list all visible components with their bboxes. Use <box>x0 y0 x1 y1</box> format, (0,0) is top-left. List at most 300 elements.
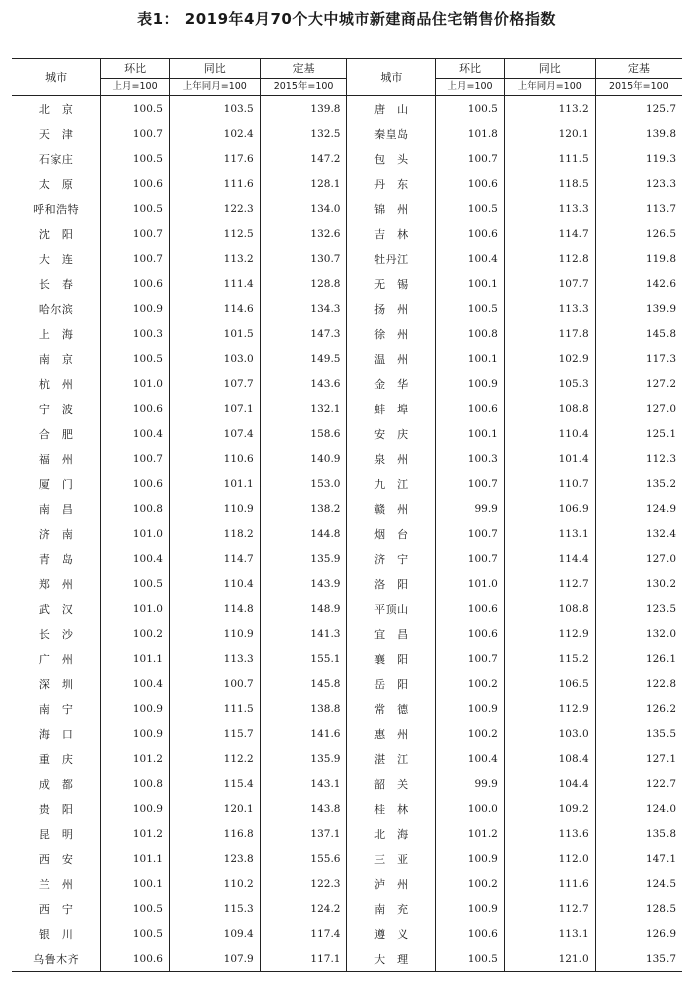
right-fixed-cell: 127.2 <box>595 371 682 396</box>
right-city-cell: 北 海 <box>347 821 436 846</box>
left-mom-cell: 100.5 <box>101 196 170 221</box>
left-fixed-cell: 143.6 <box>260 371 347 396</box>
left-yoy-cell: 113.3 <box>169 646 260 671</box>
left-city-cell: 海 口 <box>38 727 74 741</box>
right-mom-cell: 100.0 <box>436 796 505 821</box>
left-fixed-cell: 139.8 <box>260 96 347 122</box>
right-city-cell: 泉 州 <box>347 446 436 471</box>
right-fixed-cell: 122.8 <box>595 671 682 696</box>
table-header <box>12 59 682 96</box>
right-city-cell: 宜 昌 <box>347 621 436 646</box>
left-mom-cell: 100.9 <box>101 796 170 821</box>
left-yoy-cell: 107.4 <box>169 421 260 446</box>
left-fixed-cell: 138.8 <box>260 696 347 721</box>
header-mom-right: 环比 <box>436 59 505 79</box>
left-fixed-cell: 132.5 <box>260 121 347 146</box>
left-mom-cell: 100.2 <box>101 621 170 646</box>
left-mom-cell: 100.6 <box>101 171 170 196</box>
table-row <box>12 321 682 346</box>
header-yoy-base-left: 上年同月=100 <box>169 79 260 96</box>
table-row <box>12 471 682 496</box>
left-city-cell: 合 肥 <box>38 427 74 441</box>
right-city-cell: 烟 台 <box>347 521 436 546</box>
header-yoy-right: 同比 <box>504 59 595 79</box>
left-city-cell: 西 安 <box>38 852 74 866</box>
header-city-left: 城市 <box>12 59 101 96</box>
right-fixed-cell: 126.9 <box>595 921 682 946</box>
right-yoy-cell: 108.8 <box>504 596 595 621</box>
left-fixed-cell: 143.8 <box>260 796 347 821</box>
header-fixed-left: 定基 <box>260 59 347 79</box>
left-city-cell: 杭 州 <box>38 377 74 391</box>
left-yoy-cell: 114.8 <box>169 596 260 621</box>
right-mom-cell: 100.1 <box>436 346 505 371</box>
table-row <box>12 146 682 171</box>
right-mom-cell: 100.3 <box>436 446 505 471</box>
right-city-cell: 丹 东 <box>347 171 436 196</box>
right-city-cell: 洛 阳 <box>347 571 436 596</box>
right-mom-cell: 100.2 <box>436 671 505 696</box>
right-fixed-cell: 126.1 <box>595 646 682 671</box>
right-city-cell: 南 充 <box>347 896 436 921</box>
right-mom-cell: 100.8 <box>436 321 505 346</box>
table-row <box>12 796 682 821</box>
left-city-cell: 太 原 <box>38 177 74 191</box>
left-mom-cell: 100.5 <box>101 96 170 122</box>
table-row <box>12 371 682 396</box>
right-mom-cell: 100.7 <box>436 546 505 571</box>
table-row <box>12 421 682 446</box>
table-row <box>12 846 682 871</box>
right-yoy-cell: 115.2 <box>504 646 595 671</box>
left-mom-cell: 100.4 <box>101 546 170 571</box>
left-yoy-cell: 117.6 <box>169 146 260 171</box>
right-city-cell: 徐 州 <box>347 321 436 346</box>
left-city-cell: 昆 明 <box>38 827 74 841</box>
header-fixed-base-left: 2015年=100 <box>260 79 347 96</box>
left-city-cell: 大 连 <box>38 252 74 266</box>
table-row <box>12 621 682 646</box>
table-row <box>12 121 682 146</box>
left-mom-cell: 100.7 <box>101 221 170 246</box>
right-fixed-cell: 145.8 <box>595 321 682 346</box>
right-yoy-cell: 108.8 <box>504 396 595 421</box>
right-mom-cell: 100.6 <box>436 621 505 646</box>
right-city-cell: 遵 义 <box>347 921 436 946</box>
left-fixed-cell: 132.6 <box>260 221 347 246</box>
right-mom-cell: 100.6 <box>436 921 505 946</box>
left-yoy-cell: 123.8 <box>169 846 260 871</box>
left-yoy-cell: 113.2 <box>169 246 260 271</box>
left-yoy-cell: 107.9 <box>169 946 260 972</box>
right-mom-cell: 100.7 <box>436 471 505 496</box>
right-fixed-cell: 130.2 <box>595 571 682 596</box>
right-yoy-cell: 117.8 <box>504 321 595 346</box>
left-city-cell: 银 川 <box>38 927 74 941</box>
left-fixed-cell: 140.9 <box>260 446 347 471</box>
table-row <box>12 696 682 721</box>
left-yoy-cell: 111.4 <box>169 271 260 296</box>
left-mom-cell: 100.4 <box>101 671 170 696</box>
left-city-cell: 西 宁 <box>38 902 74 916</box>
left-yoy-cell: 110.4 <box>169 571 260 596</box>
left-mom-cell: 101.0 <box>101 521 170 546</box>
right-city-cell: 安 庆 <box>347 421 436 446</box>
left-fixed-cell: 147.3 <box>260 321 347 346</box>
right-city-cell: 济 宁 <box>347 546 436 571</box>
left-fixed-cell: 135.9 <box>260 546 347 571</box>
right-yoy-cell: 103.0 <box>504 721 595 746</box>
header-city-right: 城市 <box>347 59 436 96</box>
right-yoy-cell: 108.4 <box>504 746 595 771</box>
left-city-cell: 南 宁 <box>38 702 74 716</box>
table-row <box>12 721 682 746</box>
right-yoy-cell: 121.0 <box>504 946 595 972</box>
table-row <box>12 821 682 846</box>
right-fixed-cell: 119.8 <box>595 246 682 271</box>
left-yoy-cell: 110.6 <box>169 446 260 471</box>
left-fixed-cell: 143.9 <box>260 571 347 596</box>
price-index-table <box>12 58 682 972</box>
table-row <box>12 746 682 771</box>
left-yoy-cell: 103.5 <box>169 96 260 122</box>
left-fixed-cell: 153.0 <box>260 471 347 496</box>
table-body <box>12 96 682 972</box>
left-city-cell: 郑 州 <box>38 577 74 591</box>
table-row <box>12 496 682 521</box>
left-fixed-cell: 149.5 <box>260 346 347 371</box>
right-city-cell: 岳 阳 <box>347 671 436 696</box>
table-row <box>12 221 682 246</box>
left-city-cell: 重 庆 <box>38 752 74 766</box>
table-row <box>12 646 682 671</box>
right-mom-cell: 100.9 <box>436 846 505 871</box>
right-fixed-cell: 132.4 <box>595 521 682 546</box>
right-mom-cell: 100.7 <box>436 146 505 171</box>
header-fixed-base-right: 2015年=100 <box>595 79 682 96</box>
left-yoy-cell: 110.9 <box>169 621 260 646</box>
right-fixed-cell: 117.3 <box>595 346 682 371</box>
right-yoy-cell: 107.7 <box>504 271 595 296</box>
left-mom-cell: 100.9 <box>101 296 170 321</box>
left-mom-cell: 100.9 <box>101 696 170 721</box>
left-mom-cell: 100.3 <box>101 321 170 346</box>
right-yoy-cell: 112.7 <box>504 896 595 921</box>
left-fixed-cell: 148.9 <box>260 596 347 621</box>
right-yoy-cell: 110.4 <box>504 421 595 446</box>
left-city-cell: 哈尔滨 <box>38 302 74 316</box>
right-mom-cell: 100.4 <box>436 746 505 771</box>
left-mom-cell: 101.2 <box>101 821 170 846</box>
right-yoy-cell: 104.4 <box>504 771 595 796</box>
right-mom-cell: 100.1 <box>436 421 505 446</box>
right-mom-cell: 100.7 <box>436 521 505 546</box>
table-row <box>12 346 682 371</box>
right-yoy-cell: 102.9 <box>504 346 595 371</box>
right-yoy-cell: 112.0 <box>504 846 595 871</box>
right-mom-cell: 100.6 <box>436 221 505 246</box>
left-mom-cell: 100.5 <box>101 921 170 946</box>
left-yoy-cell: 101.1 <box>169 471 260 496</box>
right-fixed-cell: 112.3 <box>595 446 682 471</box>
left-mom-cell: 101.1 <box>101 846 170 871</box>
left-fixed-cell: 134.3 <box>260 296 347 321</box>
left-yoy-cell: 116.8 <box>169 821 260 846</box>
left-mom-cell: 100.8 <box>101 496 170 521</box>
left-fixed-cell: 138.2 <box>260 496 347 521</box>
left-fixed-cell: 124.2 <box>260 896 347 921</box>
right-yoy-cell: 112.9 <box>504 621 595 646</box>
right-yoy-cell: 113.1 <box>504 921 595 946</box>
right-fixed-cell: 125.7 <box>595 96 682 122</box>
right-city-cell: 常 德 <box>347 696 436 721</box>
table-row <box>12 946 682 972</box>
right-yoy-cell: 101.4 <box>504 446 595 471</box>
left-mom-cell: 100.5 <box>101 146 170 171</box>
right-city-cell: 温 州 <box>347 346 436 371</box>
right-mom-cell: 100.6 <box>436 171 505 196</box>
left-yoy-cell: 109.4 <box>169 921 260 946</box>
left-yoy-cell: 112.5 <box>169 221 260 246</box>
left-mom-cell: 100.8 <box>101 771 170 796</box>
right-fixed-cell: 127.1 <box>595 746 682 771</box>
left-mom-cell: 100.7 <box>101 446 170 471</box>
left-city-cell: 济 南 <box>38 527 74 541</box>
left-yoy-cell: 118.2 <box>169 521 260 546</box>
left-fixed-cell: 145.8 <box>260 671 347 696</box>
left-city-cell: 上 海 <box>38 327 74 341</box>
left-fixed-cell: 128.8 <box>260 271 347 296</box>
right-fixed-cell: 135.2 <box>595 471 682 496</box>
right-yoy-cell: 113.6 <box>504 821 595 846</box>
left-city-cell: 成 都 <box>38 777 74 791</box>
right-yoy-cell: 111.6 <box>504 871 595 896</box>
right-fixed-cell: 135.5 <box>595 721 682 746</box>
left-mom-cell: 101.0 <box>101 596 170 621</box>
right-yoy-cell: 106.9 <box>504 496 595 521</box>
left-mom-cell: 100.7 <box>101 246 170 271</box>
left-city-cell: 石家庄 <box>38 152 74 166</box>
right-mom-cell: 101.2 <box>436 821 505 846</box>
right-city-cell: 金 华 <box>347 371 436 396</box>
left-fixed-cell: 155.1 <box>260 646 347 671</box>
table-row <box>12 396 682 421</box>
left-yoy-cell: 107.1 <box>169 396 260 421</box>
right-yoy-cell: 106.5 <box>504 671 595 696</box>
table-row <box>12 896 682 921</box>
left-yoy-cell: 103.0 <box>169 346 260 371</box>
table-row <box>12 196 682 221</box>
left-yoy-cell: 111.5 <box>169 696 260 721</box>
right-fixed-cell: 122.7 <box>595 771 682 796</box>
right-yoy-cell: 111.5 <box>504 146 595 171</box>
left-fixed-cell: 137.1 <box>260 821 347 846</box>
left-city-cell: 长 沙 <box>38 627 74 641</box>
left-mom-cell: 100.6 <box>101 471 170 496</box>
table-row <box>12 171 682 196</box>
left-yoy-cell: 110.2 <box>169 871 260 896</box>
table-row <box>12 921 682 946</box>
right-fixed-cell: 139.9 <box>595 296 682 321</box>
header-fixed-right: 定基 <box>595 59 682 79</box>
left-mom-cell: 100.5 <box>101 346 170 371</box>
left-city-cell: 广 州 <box>38 652 74 666</box>
right-yoy-cell: 118.5 <box>504 171 595 196</box>
left-yoy-cell: 100.7 <box>169 671 260 696</box>
right-city-cell: 桂 林 <box>347 796 436 821</box>
table-row <box>12 671 682 696</box>
right-fixed-cell: 123.5 <box>595 596 682 621</box>
table-row <box>12 271 682 296</box>
left-city-cell: 南 京 <box>38 352 74 366</box>
table-title: 表1： 2019年4月70个大中城市新建商品住宅销售价格指数 <box>137 10 556 28</box>
right-city-cell: 秦皇岛 <box>347 121 436 146</box>
left-fixed-cell: 158.6 <box>260 421 347 446</box>
right-city-cell: 牡丹江 <box>347 246 436 271</box>
left-yoy-cell: 122.3 <box>169 196 260 221</box>
left-city-cell: 乌鲁木齐 <box>12 946 101 972</box>
right-mom-cell: 100.5 <box>436 196 505 221</box>
left-yoy-cell: 107.7 <box>169 371 260 396</box>
left-yoy-cell: 115.7 <box>169 721 260 746</box>
table-row <box>12 446 682 471</box>
right-fixed-cell: 142.6 <box>595 271 682 296</box>
left-mom-cell: 101.2 <box>101 746 170 771</box>
left-city-cell: 福 州 <box>38 452 74 466</box>
left-fixed-cell: 144.8 <box>260 521 347 546</box>
left-yoy-cell: 115.4 <box>169 771 260 796</box>
left-city-cell: 贵 阳 <box>38 802 74 816</box>
right-fixed-cell: 126.5 <box>595 221 682 246</box>
right-fixed-cell: 135.7 <box>595 946 682 972</box>
right-city-cell: 锦 州 <box>347 196 436 221</box>
right-yoy-cell: 109.2 <box>504 796 595 821</box>
right-city-cell: 唐 山 <box>347 96 436 122</box>
right-city-cell: 吉 林 <box>347 221 436 246</box>
left-city-cell: 长 春 <box>38 277 74 291</box>
left-mom-cell: 100.5 <box>101 896 170 921</box>
right-yoy-cell: 105.3 <box>504 371 595 396</box>
left-fixed-cell: 130.7 <box>260 246 347 271</box>
right-fixed-cell: 113.7 <box>595 196 682 221</box>
left-mom-cell: 100.6 <box>101 396 170 421</box>
right-mom-cell: 100.5 <box>436 96 505 122</box>
right-city-cell: 无 锡 <box>347 271 436 296</box>
left-city-cell: 宁 波 <box>38 402 74 416</box>
left-mom-cell: 100.5 <box>101 571 170 596</box>
table-row <box>12 521 682 546</box>
left-yoy-cell: 112.2 <box>169 746 260 771</box>
left-fixed-cell: 143.1 <box>260 771 347 796</box>
right-mom-cell: 99.9 <box>436 771 505 796</box>
right-mom-cell: 100.6 <box>436 396 505 421</box>
right-yoy-cell: 113.1 <box>504 521 595 546</box>
right-mom-cell: 100.4 <box>436 246 505 271</box>
right-fixed-cell: 124.9 <box>595 496 682 521</box>
right-mom-cell: 101.0 <box>436 571 505 596</box>
right-fixed-cell: 123.3 <box>595 171 682 196</box>
header-yoy-left: 同比 <box>169 59 260 79</box>
right-fixed-cell: 147.1 <box>595 846 682 871</box>
table-row <box>12 296 682 321</box>
right-fixed-cell: 126.2 <box>595 696 682 721</box>
right-yoy-cell: 113.2 <box>504 96 595 122</box>
right-mom-cell: 100.2 <box>436 721 505 746</box>
right-mom-cell: 100.5 <box>436 296 505 321</box>
left-yoy-cell: 120.1 <box>169 796 260 821</box>
right-mom-cell: 100.9 <box>436 696 505 721</box>
left-city-cell: 沈 阳 <box>38 227 74 241</box>
right-fixed-cell: 125.1 <box>595 421 682 446</box>
right-mom-cell: 100.1 <box>436 271 505 296</box>
left-fixed-cell: 134.0 <box>260 196 347 221</box>
table-row <box>12 596 682 621</box>
right-city-cell: 扬 州 <box>347 296 436 321</box>
right-city-cell: 惠 州 <box>347 721 436 746</box>
left-fixed-cell: 141.3 <box>260 621 347 646</box>
header-mom-base-left: 上月=100 <box>101 79 170 96</box>
left-yoy-cell: 114.7 <box>169 546 260 571</box>
left-city-cell: 青 岛 <box>38 552 74 566</box>
left-mom-cell: 101.1 <box>101 646 170 671</box>
right-mom-cell: 100.5 <box>436 946 505 972</box>
right-mom-cell: 100.7 <box>436 646 505 671</box>
right-yoy-cell: 113.3 <box>504 296 595 321</box>
left-mom-cell: 100.9 <box>101 721 170 746</box>
left-city-cell: 天 津 <box>38 127 74 141</box>
right-yoy-cell: 114.7 <box>504 221 595 246</box>
header-mom-left: 环比 <box>101 59 170 79</box>
right-mom-cell: 99.9 <box>436 496 505 521</box>
right-city-cell: 蚌 埠 <box>347 396 436 421</box>
right-city-cell: 襄 阳 <box>347 646 436 671</box>
right-city-cell: 赣 州 <box>347 496 436 521</box>
left-yoy-cell: 102.4 <box>169 121 260 146</box>
right-city-cell: 九 江 <box>347 471 436 496</box>
left-fixed-cell: 141.6 <box>260 721 347 746</box>
right-fixed-cell: 119.3 <box>595 146 682 171</box>
right-fixed-cell: 132.0 <box>595 621 682 646</box>
table-row <box>12 571 682 596</box>
right-mom-cell: 101.8 <box>436 121 505 146</box>
right-yoy-cell: 112.9 <box>504 696 595 721</box>
right-city-cell: 韶 关 <box>347 771 436 796</box>
left-city-cell: 呼和浩特 <box>33 202 80 216</box>
table-row <box>12 96 682 122</box>
left-yoy-cell: 101.5 <box>169 321 260 346</box>
left-fixed-cell: 117.4 <box>260 921 347 946</box>
left-yoy-cell: 115.3 <box>169 896 260 921</box>
right-yoy-cell: 113.3 <box>504 196 595 221</box>
left-city-cell: 兰 州 <box>38 877 74 891</box>
left-mom-cell: 100.1 <box>101 871 170 896</box>
header-yoy-base-right: 上年同月=100 <box>504 79 595 96</box>
right-city-cell: 平顶山 <box>347 596 436 621</box>
left-city-cell: 深 圳 <box>38 677 74 691</box>
right-city-cell: 湛 江 <box>347 746 436 771</box>
left-mom-cell: 100.6 <box>101 271 170 296</box>
left-fixed-cell: 117.1 <box>260 946 347 972</box>
right-city-cell: 大 理 <box>347 946 436 972</box>
right-city-cell: 三 亚 <box>347 846 436 871</box>
table-row <box>12 546 682 571</box>
right-fixed-cell: 128.5 <box>595 896 682 921</box>
right-yoy-cell: 114.4 <box>504 546 595 571</box>
left-fixed-cell: 155.6 <box>260 846 347 871</box>
right-fixed-cell: 127.0 <box>595 546 682 571</box>
right-mom-cell: 100.2 <box>436 871 505 896</box>
left-mom-cell: 100.4 <box>101 421 170 446</box>
